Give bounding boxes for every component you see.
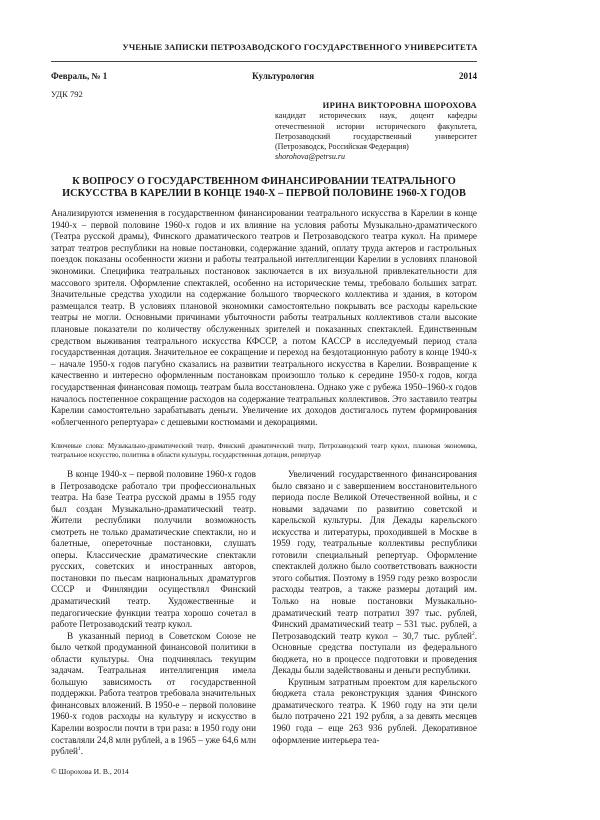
author-email[interactable]: shorohova@petrsu.ru [275, 152, 345, 162]
footnote-ref[interactable]: 2 [471, 630, 475, 637]
author-block [275, 100, 477, 163]
article-title: К ВОПРОСУ О ГОСУДАРСТВЕННОМ ФИНАНСИРОВАНИИ ТЕАТРАЛЬНОГО ИСКУССТВА В КАРЕЛИИ В КОНЦЕ 1940-Х – ПЕРВОЙ ПОЛОВИНЕ 1960-Х ГОДОВ [62, 176, 466, 200]
author-name: ИРИНА ВИКТОРОВНА ШОРОХОВА [322, 100, 477, 110]
copyright-notice: © Шорохова И. В., 2014 [51, 767, 129, 776]
body-left-column [51, 469, 256, 758]
abstract: Анализируются изменения в государственном финансировании театрального искусства в Карелии в конце 1940-х – первой половине 1960-х годов и их влияние на условия работы Музыкально-драматического (Театра русской драмы), Финского драматического театров и Петрозаводского театра кукол. На примере затрат театров республики на новые постановки, содержание зданий, оплату труда актеров и гастрольных поездок показаны особенности жизни и работы театральной интеллигенции Карелии в условиях плановой экономики. Специфика театральных постановок заключается в их визуальной привлекательности для массового зрителя. Оформление спектаклей, особенно на исторические темы, требовало больших затрат. Значительные средства уходили на содержание большого творческого коллектива и здания, в котором размещался театр. В условиях плановой экономики самостоятельно покрывать все расходы карельские театры не могли. Основными причинами убыточности работы театральных коллективов стали высокие плановые показатели по количеству обслуженных зрителей и показанных спектаклей. Единственным средством выживания театрального искусства КФССР, а потом КАССР в исследуемый период стала государственная дотация. Значительное ее сокращение и переход на бездотационную работу в конце 1940-х – начале 1950-х годов пагубно сказались на развитии театрального искусства в Карелии. Возвращение к качественно и интересно оформленным постановкам произошло только к середине 1950-х годов, когда государственная финансовая помощь театрам была восстановлена. Однако уже с рубежа 1950–1960-х годов началось постепенное сокращение расходов на содержание театральных коллективов. Это заставило театры Карелии самостоятельно зарабатывать деньги. Увеличение их доходов достигалось путем формирования «облегченного репертуара» с дешевыми костюмами и декорациями. [51, 208, 477, 427]
body-paragraph: В конце 1940-х – первой половине 1960-х годов в Петрозаводске работало три профессиональных театра. На базе Театра русской драмы в 1955 году был создан Музыкально-драматический театр. Жители республики получили возможность смотреть не только драматические спектакли, но и балетные, опереточные постановки, слушать оперы. Классические драматические спектакли русских, советских и иностранных авторов, постановки по пьесам национальных драматургов СССР и Финляндии осуществлял Финский драматический театр. Художественные и педагогические функции театра хорошо сочетал в работе Петрозаводский театр кукол. [51, 469, 256, 630]
body-right-column [272, 469, 477, 746]
year-label: 2014 [459, 71, 477, 81]
issue-label: Февраль, № 1 [51, 71, 108, 81]
body-paragraph: В указанный период в Советском Союзе не было четкой продуманной финансовой политики в области культуры. Она подчинялась текущим задачам. Театральная интеллигенция имела большую зависимость от государственной поддержки. Работа театров требовала значительных финансовых вложений. В 1950-е – первой половине 1960-х годов расходы на культуру и искусство в Карелии возросли почти в три раза: в 1950 году они составляли 24,8 млн рублей, а в 1965 – уже 64,6 млн рублей$^1$. [51, 630, 256, 757]
footnote-ref[interactable]: 1 [77, 746, 81, 753]
section-label: Культурология [252, 71, 315, 81]
header-rule [51, 61, 477, 62]
body-paragraph: Крупным затратным проектом для карельского бюджета стала реконструкция здания Финского драматического театра. К 1960 году на эти цели было потрачено 221 192 рубля, а за девять месяцев 1960 года – еще 263 936 рублей. Декоративное оформление интерьера теа- [272, 676, 477, 745]
issue-meta-row [51, 71, 477, 81]
body-paragraph: Увеличений государственного финансирования было связано и с завершением восстановительного периода после Великой Отечественной войны, и с новыми задачами по развитию советской и карельской культуры. Для Декады карельского искусства и литературы, проходившей в Москве в 1959 году, театральные коллективы республики готовили специальный репертуар. Оформление спектаклей должно было соответствовать важности этого события. Поэтому в 1959 году резко возросли расходы театров, а также размеры дотаций им. Только на новые постановки Музыкально-драматический театр потратил 397 тыс. рублей, Финский драматический театр – 531 тыс. рублей, а Петрозаводский театр кукол – 30,7 тыс. рублей$^2$. Основные средства поступали из федерального бюджета, но в процессе подготовки и проведения Декады были задействованы и деньги республики. [272, 469, 477, 676]
author-affiliation: кандидат исторических наук, доцент кафедры отечественной истории исторического факультета, Петрозаводский государственный университет (Петрозаводск, Российская Федерация) [275, 111, 477, 152]
journal-title: УЧЕНЫЕ ЗАПИСКИ ПЕТРОЗАВОДСКОГО ГОСУДАРСТВЕННОГО УНИВЕРСИТЕТА [122, 42, 478, 52]
udk-code: УДК 792 [51, 89, 83, 99]
keywords: Ключевые слова: Музыкально-драматический театр, Финский драматический театр, Петрозаводский театр кукол, плановая экономика, театральное искусство, политика в области культуры, государственная дотация, репертуар [51, 442, 477, 460]
